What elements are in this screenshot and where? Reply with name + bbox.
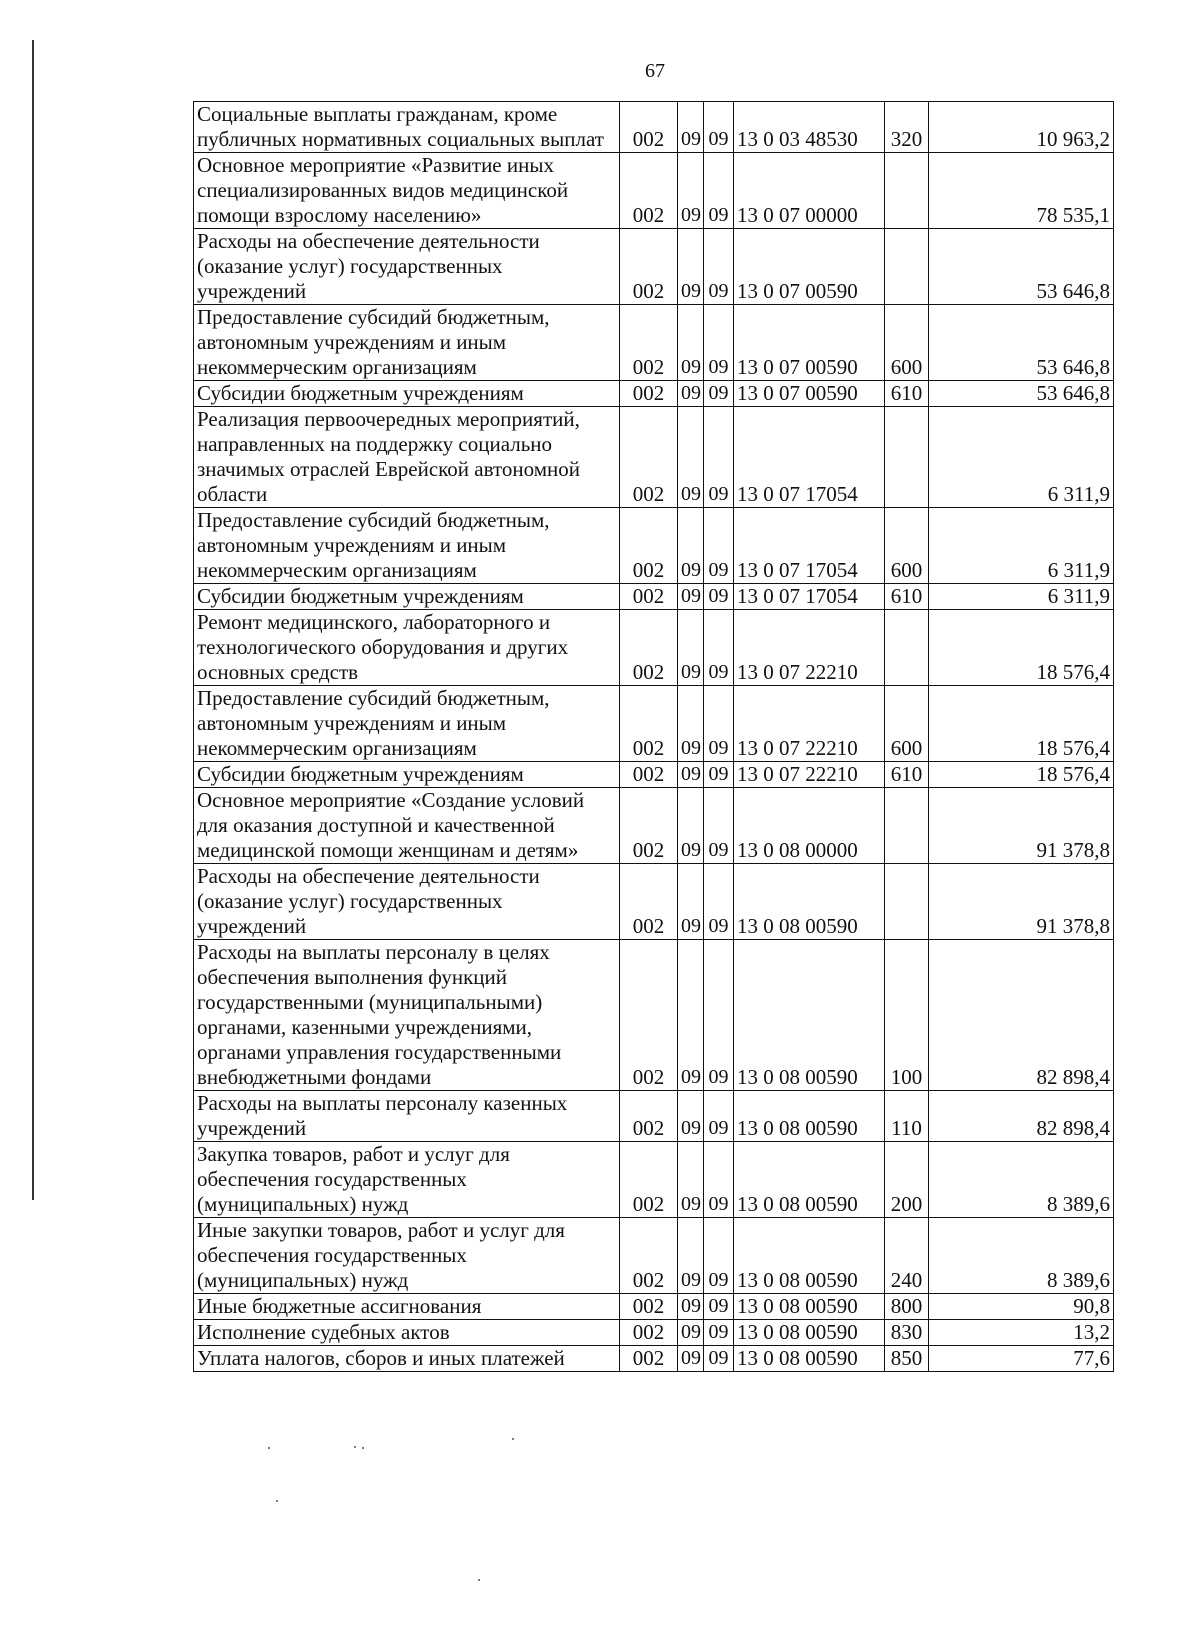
amount-cell: 53 646,8	[929, 305, 1114, 381]
target-article-cell: 13 0 08 00590	[734, 1320, 885, 1346]
amount-cell: 82 898,4	[929, 940, 1114, 1091]
subsection-cell: 09	[704, 1346, 734, 1372]
amount-cell: 8 389,6	[929, 1218, 1114, 1294]
amount-cell: 10 963,2	[929, 102, 1114, 153]
expense-type-cell: 800	[885, 1294, 929, 1320]
expense-type-cell: 830	[885, 1320, 929, 1346]
target-article-cell: 13 0 07 00590	[734, 381, 885, 407]
table-row	[194, 1091, 1114, 1142]
expense-type-cell: 600	[885, 305, 929, 381]
expense-type-cell	[885, 864, 929, 940]
section-cell: 09	[678, 1218, 704, 1294]
target-article-cell: 13 0 07 22210	[734, 610, 885, 686]
table-row	[194, 381, 1114, 407]
subsection-cell: 09	[704, 1218, 734, 1294]
expense-name-cell: Субсидии бюджетным учреждениям	[194, 381, 620, 407]
ministry-code-cell: 002	[620, 1142, 678, 1218]
amount-cell: 6 311,9	[929, 407, 1114, 508]
section-cell: 09	[678, 229, 704, 305]
expense-type-cell	[885, 788, 929, 864]
subsection-cell: 09	[704, 1091, 734, 1142]
ministry-code-cell: 002	[620, 229, 678, 305]
subsection-cell: 09	[704, 1142, 734, 1218]
expense-name-cell: Основное мероприятие «Создание условий для оказания доступной и качественной медицинской помощи женщинам и детям»	[194, 788, 620, 864]
ministry-code-cell: 002	[620, 1091, 678, 1142]
table-row	[194, 762, 1114, 788]
scan-speck	[354, 1446, 356, 1448]
expense-name-cell: Иные закупки товаров, работ и услуг для обеспечения государственных (муниципальных) нужд	[194, 1218, 620, 1294]
expense-type-cell	[885, 153, 929, 229]
amount-cell: 6 311,9	[929, 584, 1114, 610]
binding-margin-line	[32, 40, 34, 1200]
section-cell: 09	[678, 305, 704, 381]
target-article-cell: 13 0 03 48530	[734, 102, 885, 153]
amount-cell: 53 646,8	[929, 381, 1114, 407]
expense-type-cell: 610	[885, 381, 929, 407]
ministry-code-cell: 002	[620, 102, 678, 153]
subsection-cell: 09	[704, 1320, 734, 1346]
table-row	[194, 153, 1114, 229]
expense-type-cell: 110	[885, 1091, 929, 1142]
table-row	[194, 1218, 1114, 1294]
expense-name-cell: Закупка товаров, работ и услуг для обеспечения государственных (муниципальных) нужд	[194, 1142, 620, 1218]
amount-cell: 18 576,4	[929, 686, 1114, 762]
subsection-cell: 09	[704, 153, 734, 229]
amount-cell: 77,6	[929, 1346, 1114, 1372]
table-row	[194, 508, 1114, 584]
amount-cell: 91 378,8	[929, 864, 1114, 940]
target-article-cell: 13 0 07 17054	[734, 407, 885, 508]
amount-cell: 82 898,4	[929, 1091, 1114, 1142]
subsection-cell: 09	[704, 1294, 734, 1320]
expense-type-cell: 240	[885, 1218, 929, 1294]
expense-name-cell: Предоставление субсидий бюджетным, автономным учреждениям и иным некоммерческим организациям	[194, 686, 620, 762]
target-article-cell: 13 0 07 22210	[734, 762, 885, 788]
amount-cell: 53 646,8	[929, 229, 1114, 305]
target-article-cell: 13 0 07 22210	[734, 686, 885, 762]
amount-cell: 78 535,1	[929, 153, 1114, 229]
section-cell: 09	[678, 1320, 704, 1346]
expense-name-cell: Расходы на обеспечение деятельности (оказание услуг) государственных учреждений	[194, 864, 620, 940]
table-row	[194, 584, 1114, 610]
table-row	[194, 686, 1114, 762]
amount-cell: 8 389,6	[929, 1142, 1114, 1218]
expense-type-cell: 200	[885, 1142, 929, 1218]
expense-name-cell: Субсидии бюджетным учреждениям	[194, 584, 620, 610]
target-article-cell: 13 0 08 00590	[734, 864, 885, 940]
ministry-code-cell: 002	[620, 686, 678, 762]
target-article-cell: 13 0 08 00590	[734, 1142, 885, 1218]
subsection-cell: 09	[704, 305, 734, 381]
expense-name-cell: Расходы на выплаты персоналу в целях обеспечения выполнения функций государственными (муниципальными) органами, казенными учреждениями, органами управления государственными внебюджетными фондами	[194, 940, 620, 1091]
table-row	[194, 1320, 1114, 1346]
target-article-cell: 13 0 07 00000	[734, 153, 885, 229]
amount-cell: 90,8	[929, 1294, 1114, 1320]
target-article-cell: 13 0 08 00590	[734, 1218, 885, 1294]
scan-speck	[478, 1579, 480, 1581]
expense-name-cell: Иные бюджетные ассигнования	[194, 1294, 620, 1320]
table-row	[194, 864, 1114, 940]
ministry-code-cell: 002	[620, 940, 678, 1091]
expense-name-cell: Основное мероприятие «Развитие иных специализированных видов медицинской помощи взрослому населению»	[194, 153, 620, 229]
page-number: 67	[645, 60, 665, 82]
expense-name-cell: Социальные выплаты гражданам, кроме публичных нормативных социальных выплат	[194, 102, 620, 153]
expense-type-cell: 100	[885, 940, 929, 1091]
ministry-code-cell: 002	[620, 610, 678, 686]
subsection-cell: 09	[704, 407, 734, 508]
section-cell: 09	[678, 686, 704, 762]
target-article-cell: 13 0 08 00000	[734, 788, 885, 864]
subsection-cell: 09	[704, 864, 734, 940]
section-cell: 09	[678, 1346, 704, 1372]
section-cell: 09	[678, 381, 704, 407]
amount-cell: 13,2	[929, 1320, 1114, 1346]
expense-name-cell: Расходы на выплаты персоналу казенных учреждений	[194, 1091, 620, 1142]
amount-cell: 18 576,4	[929, 610, 1114, 686]
expense-type-cell: 600	[885, 686, 929, 762]
amount-cell: 18 576,4	[929, 762, 1114, 788]
scan-speck	[512, 1438, 514, 1440]
section-cell: 09	[678, 1091, 704, 1142]
table-row	[194, 610, 1114, 686]
target-article-cell: 13 0 07 00590	[734, 229, 885, 305]
amount-cell: 6 311,9	[929, 508, 1114, 584]
amount-cell: 91 378,8	[929, 788, 1114, 864]
expense-name-cell: Уплата налогов, сборов и иных платежей	[194, 1346, 620, 1372]
expense-name-cell: Субсидии бюджетным учреждениям	[194, 762, 620, 788]
table-row	[194, 305, 1114, 381]
budget-table-body	[194, 102, 1114, 1372]
scan-speck	[362, 1447, 364, 1449]
expense-name-cell: Ремонт медицинского, лабораторного и технологического оборудования и других основных средств	[194, 610, 620, 686]
expense-name-cell: Предоставление субсидий бюджетным, автономным учреждениям и иным некоммерческим организациям	[194, 508, 620, 584]
section-cell: 09	[678, 407, 704, 508]
subsection-cell: 09	[704, 940, 734, 1091]
ministry-code-cell: 002	[620, 864, 678, 940]
expense-type-cell	[885, 407, 929, 508]
section-cell: 09	[678, 788, 704, 864]
expense-name-cell: Исполнение судебных актов	[194, 1320, 620, 1346]
target-article-cell: 13 0 07 17054	[734, 508, 885, 584]
section-cell: 09	[678, 1142, 704, 1218]
subsection-cell: 09	[704, 610, 734, 686]
expense-type-cell: 610	[885, 762, 929, 788]
ministry-code-cell: 002	[620, 788, 678, 864]
section-cell: 09	[678, 153, 704, 229]
table-row	[194, 940, 1114, 1091]
subsection-cell: 09	[704, 508, 734, 584]
section-cell: 09	[678, 1294, 704, 1320]
expense-type-cell: 600	[885, 508, 929, 584]
expense-name-cell: Расходы на обеспечение деятельности (оказание услуг) государственных учреждений	[194, 229, 620, 305]
scan-speck	[268, 1447, 270, 1449]
subsection-cell: 09	[704, 102, 734, 153]
expense-type-cell: 850	[885, 1346, 929, 1372]
expense-type-cell: 610	[885, 584, 929, 610]
table-row	[194, 229, 1114, 305]
table-row	[194, 1346, 1114, 1372]
target-article-cell: 13 0 08 00590	[734, 1294, 885, 1320]
table-row	[194, 407, 1114, 508]
target-article-cell: 13 0 07 00590	[734, 305, 885, 381]
expense-name-cell: Реализация первоочередных мероприятий, направленных на поддержку социально значимых отраслей Еврейской автономной области	[194, 407, 620, 508]
section-cell: 09	[678, 762, 704, 788]
subsection-cell: 09	[704, 381, 734, 407]
section-cell: 09	[678, 584, 704, 610]
ministry-code-cell: 002	[620, 305, 678, 381]
subsection-cell: 09	[704, 584, 734, 610]
section-cell: 09	[678, 102, 704, 153]
expense-name-cell: Предоставление субсидий бюджетным, автономным учреждениям и иным некоммерческим организациям	[194, 305, 620, 381]
ministry-code-cell: 002	[620, 584, 678, 610]
ministry-code-cell: 002	[620, 1294, 678, 1320]
ministry-code-cell: 002	[620, 1346, 678, 1372]
subsection-cell: 09	[704, 686, 734, 762]
section-cell: 09	[678, 610, 704, 686]
subsection-cell: 09	[704, 788, 734, 864]
target-article-cell: 13 0 08 00590	[734, 1091, 885, 1142]
expense-type-cell	[885, 229, 929, 305]
subsection-cell: 09	[704, 229, 734, 305]
subsection-cell: 09	[704, 762, 734, 788]
target-article-cell: 13 0 08 00590	[734, 940, 885, 1091]
ministry-code-cell: 002	[620, 1218, 678, 1294]
table-row	[194, 102, 1114, 153]
section-cell: 09	[678, 508, 704, 584]
budget-table	[193, 101, 1114, 1372]
ministry-code-cell: 002	[620, 153, 678, 229]
target-article-cell: 13 0 07 17054	[734, 584, 885, 610]
ministry-code-cell: 002	[620, 381, 678, 407]
table-row	[194, 788, 1114, 864]
ministry-code-cell: 002	[620, 508, 678, 584]
expense-type-cell: 320	[885, 102, 929, 153]
scan-speck	[276, 1500, 278, 1502]
expense-type-cell	[885, 610, 929, 686]
table-row	[194, 1294, 1114, 1320]
table-row	[194, 1142, 1114, 1218]
ministry-code-cell: 002	[620, 762, 678, 788]
ministry-code-cell: 002	[620, 1320, 678, 1346]
section-cell: 09	[678, 864, 704, 940]
section-cell: 09	[678, 940, 704, 1091]
ministry-code-cell: 002	[620, 407, 678, 508]
target-article-cell: 13 0 08 00590	[734, 1346, 885, 1372]
